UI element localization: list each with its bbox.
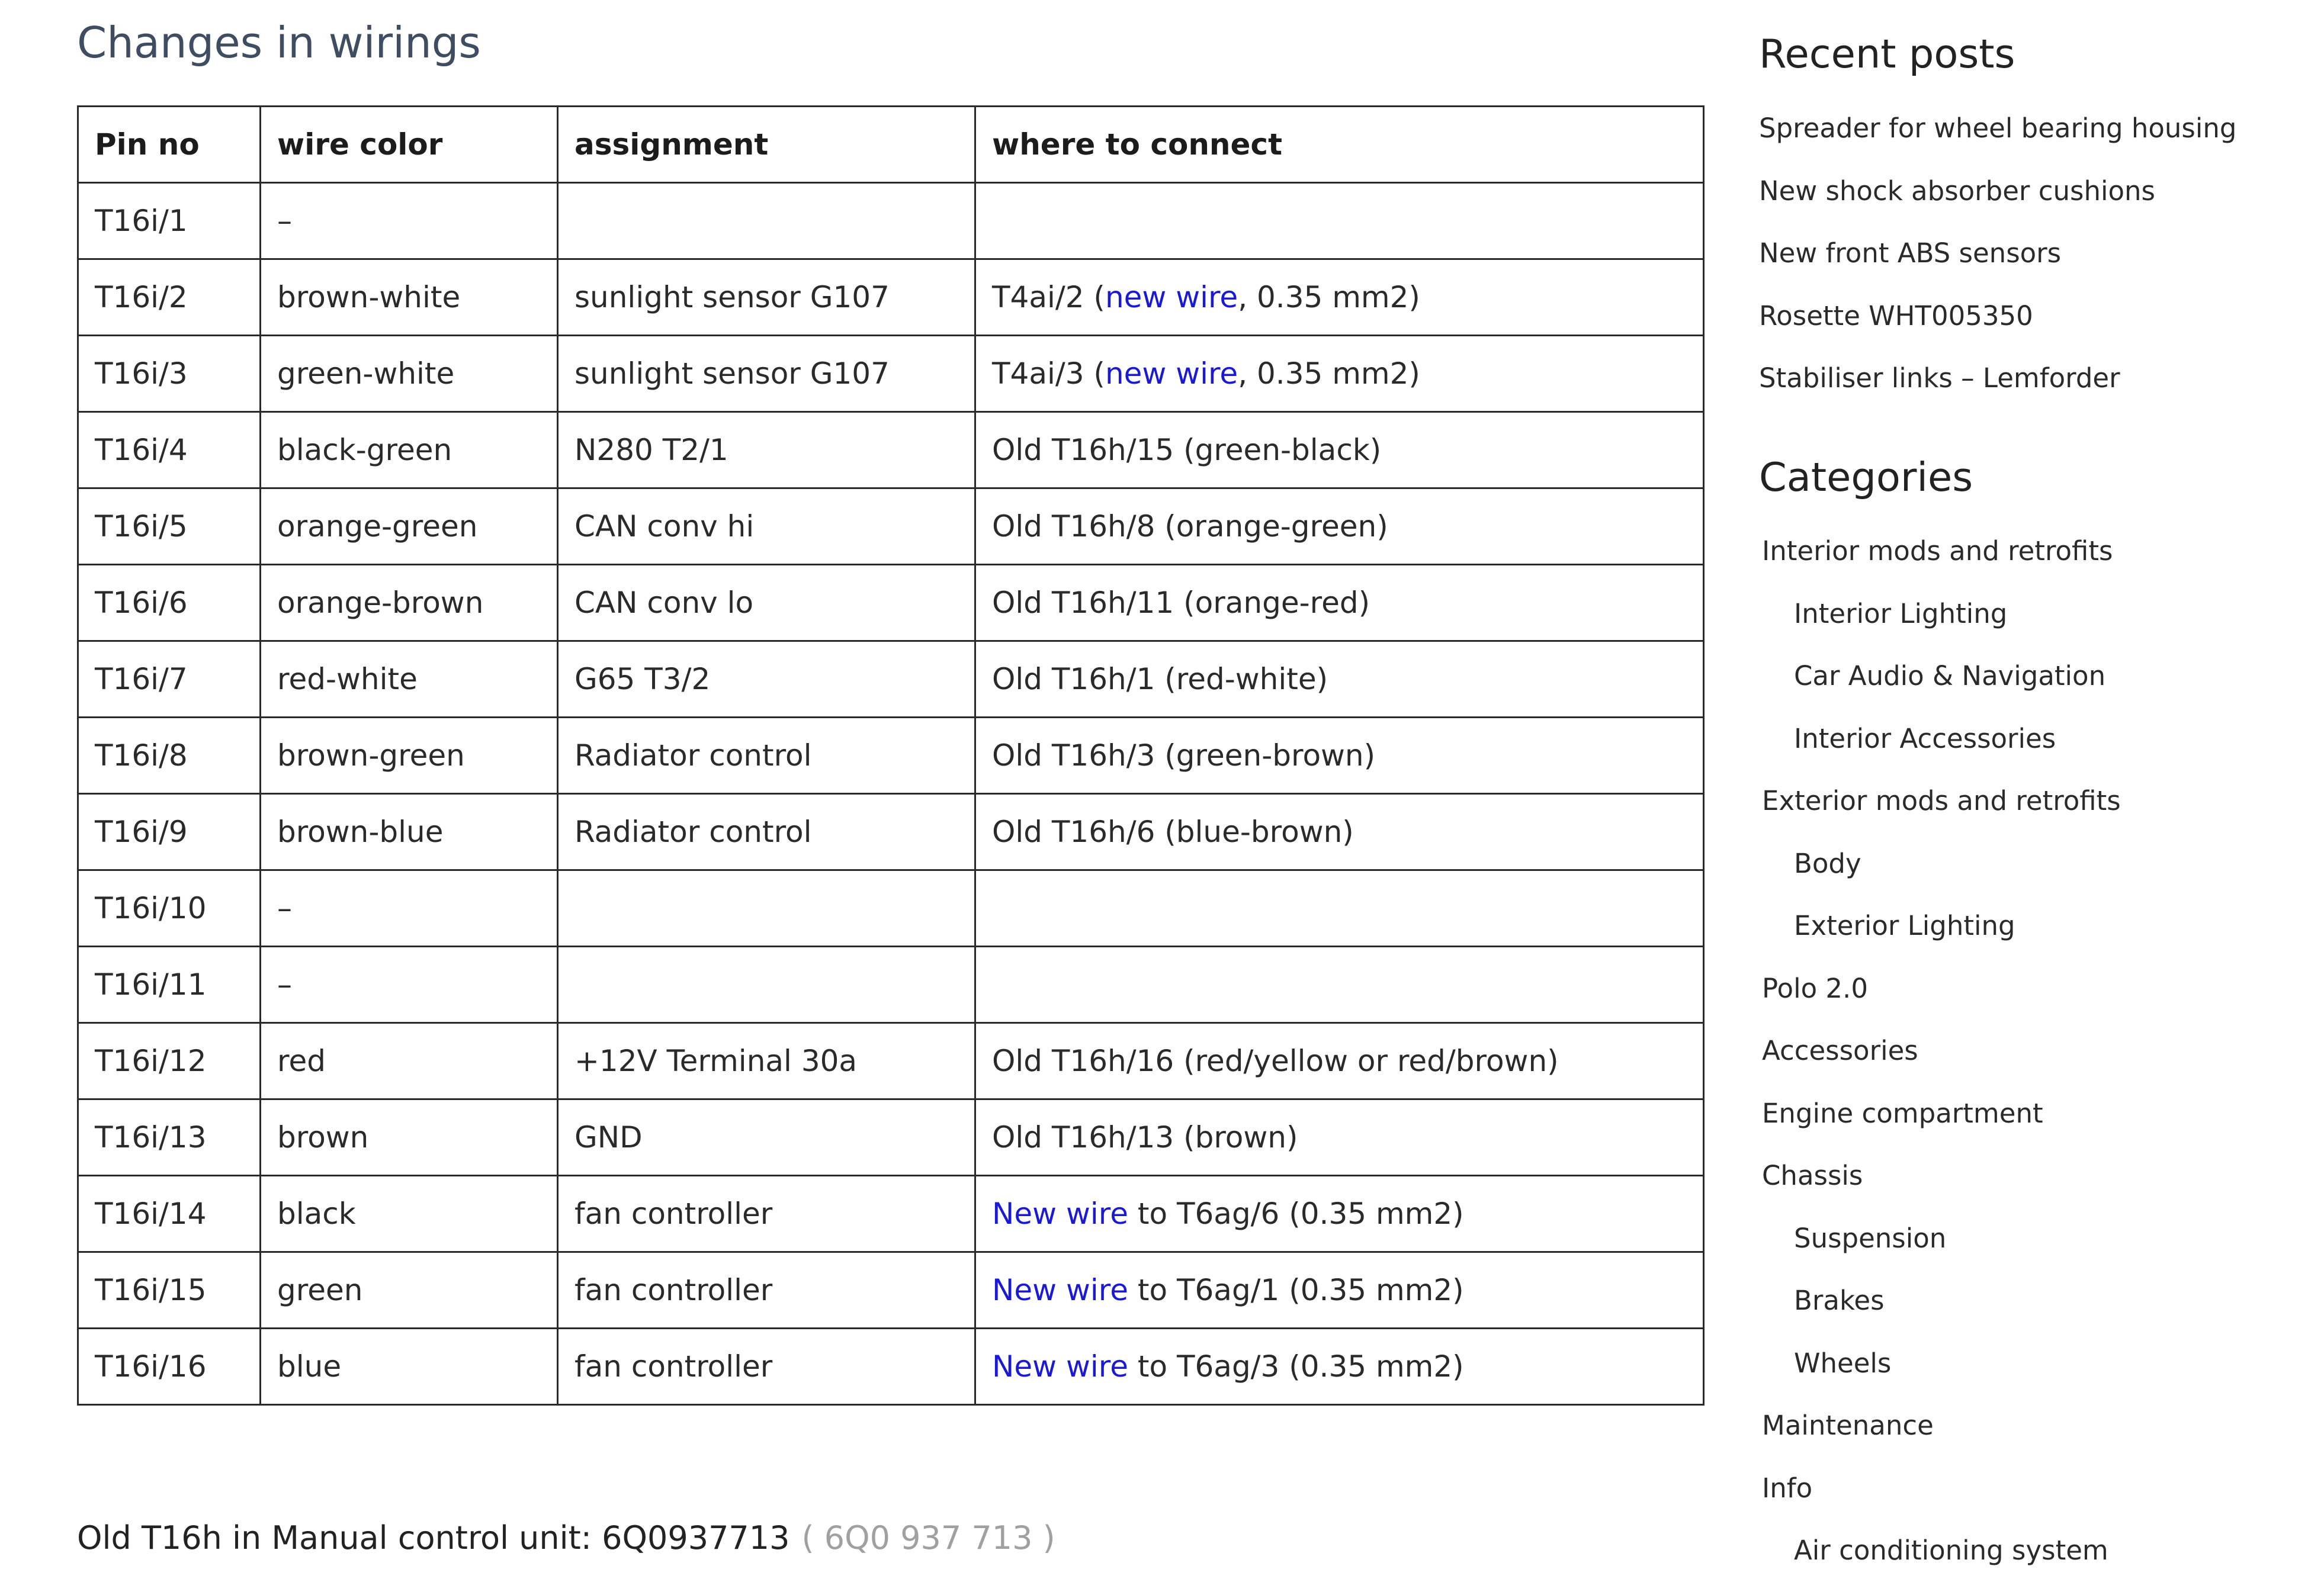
subcategory-link[interactable]: Interior Accessories (1794, 722, 2056, 754)
where-to-connect-cell (975, 1329, 1704, 1405)
column-header-pin: Pin no (78, 107, 261, 183)
pin-cell: T16i/6 (78, 565, 261, 641)
connect-suffix: to T6ag/1 (0.35 mm2) (1128, 1273, 1464, 1307)
where-to-connect-cell: Old T16h/3 (green-brown) (975, 718, 1704, 794)
where-to-connect-cell (975, 947, 1704, 1023)
wire-color-cell: green-white (261, 336, 558, 412)
assignment-cell (558, 947, 975, 1023)
category-link[interactable]: Maintenance (1762, 1410, 1934, 1441)
assignment-cell: Radiator control (558, 794, 975, 870)
table-row (78, 1329, 1704, 1405)
table-row (78, 259, 1704, 336)
assignment-cell: GND (558, 1099, 975, 1176)
categories-title: Categories (1759, 454, 1973, 500)
wire-color-cell: black (261, 1176, 558, 1252)
recent-posts-list (1759, 97, 2236, 410)
table-row (78, 870, 1704, 947)
wire-color-cell: blue (261, 1329, 558, 1405)
pin-cell: T16i/12 (78, 1023, 261, 1099)
pin-cell: T16i/11 (78, 947, 261, 1023)
table-row (78, 641, 1704, 718)
assignment-cell: +12V Terminal 30a (558, 1023, 975, 1099)
wire-color-cell: orange-brown (261, 565, 558, 641)
categories-list (1759, 520, 2121, 1582)
pin-cell: T16i/5 (78, 488, 261, 565)
new-wire-link[interactable]: New wire (992, 1197, 1128, 1231)
subcategory-link[interactable]: Air conditioning system (1794, 1535, 2108, 1566)
recent-post-link[interactable]: Spreader for wheel bearing housing (1759, 112, 2237, 144)
wire-color-cell: – (261, 870, 558, 947)
column-header-wire-color: wire color (261, 107, 558, 183)
category-link[interactable]: Exterior mods and retrofits (1762, 785, 2121, 816)
where-to-connect-cell (975, 259, 1704, 336)
assignment-cell: CAN conv lo (558, 565, 975, 641)
recent-post-link[interactable]: New front ABS sensors (1759, 237, 2062, 269)
wire-color-cell: – (261, 947, 558, 1023)
where-to-connect-cell (975, 183, 1704, 259)
wiring-table (77, 105, 1705, 1406)
category-link[interactable]: Chassis (1762, 1160, 1863, 1191)
where-to-connect-cell: Old T16h/15 (green-black) (975, 412, 1704, 488)
recent-posts-title: Recent posts (1759, 31, 2015, 77)
where-to-connect-cell: Old T16h/8 (orange-green) (975, 488, 1704, 565)
table-row (78, 183, 1704, 259)
pin-cell: T16i/14 (78, 1176, 261, 1252)
footer-note-text: Old T16h in Manual control unit: 6Q0937713 (77, 1519, 790, 1557)
pin-cell: T16i/10 (78, 870, 261, 947)
wire-color-cell: green (261, 1252, 558, 1329)
pin-cell: T16i/13 (78, 1099, 261, 1176)
assignment-cell (558, 870, 975, 947)
subcategory-link[interactable]: Suspension (1794, 1222, 1947, 1254)
subcategory-link[interactable]: Interior Lighting (1794, 597, 2008, 629)
pin-cell: T16i/3 (78, 336, 261, 412)
category-link[interactable]: Accessories (1762, 1035, 1918, 1066)
where-to-connect-cell (975, 336, 1704, 412)
assignment-cell: CAN conv hi (558, 488, 975, 565)
table-row (78, 412, 1704, 488)
assignment-cell (558, 183, 975, 259)
table-row (78, 565, 1704, 641)
footer-note (77, 1519, 1055, 1557)
table-row (78, 488, 1704, 565)
table-row (78, 794, 1704, 870)
table-row (78, 1023, 1704, 1099)
assignment-cell: G65 T3/2 (558, 641, 975, 718)
connect-suffix: , 0.35 mm2) (1238, 280, 1420, 314)
where-to-connect-cell: Old T16h/1 (red-white) (975, 641, 1704, 718)
subcategory-link[interactable]: Body (1794, 847, 1861, 879)
recent-post-link[interactable]: Stabiliser links – Lemforder (1759, 362, 2120, 394)
wire-color-cell: black-green (261, 412, 558, 488)
new-wire-link[interactable]: New wire (992, 1273, 1128, 1307)
pin-cell: T16i/2 (78, 259, 261, 336)
assignment-cell: N280 T2/1 (558, 412, 975, 488)
new-wire-link[interactable]: new wire (1105, 280, 1238, 314)
table-row (78, 1252, 1704, 1329)
wire-color-cell: red (261, 1023, 558, 1099)
connect-prefix: T4ai/3 ( (992, 356, 1105, 391)
where-to-connect-cell: Old T16h/13 (brown) (975, 1099, 1704, 1176)
pin-cell: T16i/1 (78, 183, 261, 259)
pin-cell: T16i/15 (78, 1252, 261, 1329)
wire-color-cell: brown (261, 1099, 558, 1176)
where-to-connect-cell: Old T16h/11 (orange-red) (975, 565, 1704, 641)
wire-color-cell: brown-green (261, 718, 558, 794)
category-link[interactable]: Interior mods and retrofits (1762, 535, 2113, 567)
recent-post-link[interactable]: Rosette WHT005350 (1759, 300, 2033, 332)
where-to-connect-cell: Old T16h/6 (blue-brown) (975, 794, 1704, 870)
table-header-row (78, 107, 1704, 183)
assignment-cell: sunlight sensor G107 (558, 259, 975, 336)
pin-cell: T16i/9 (78, 794, 261, 870)
wire-color-cell: brown-blue (261, 794, 558, 870)
wire-color-cell: – (261, 183, 558, 259)
table-row (78, 1176, 1704, 1252)
pin-cell: T16i/7 (78, 641, 261, 718)
subcategory-link[interactable]: Brakes (1794, 1285, 1885, 1316)
wire-color-cell: red-white (261, 641, 558, 718)
table-row (78, 336, 1704, 412)
where-to-connect-cell (975, 870, 1704, 947)
wire-color-cell: orange-green (261, 488, 558, 565)
where-to-connect-cell (975, 1176, 1704, 1252)
connect-suffix: to T6ag/3 (0.35 mm2) (1128, 1349, 1464, 1384)
pin-cell: T16i/8 (78, 718, 261, 794)
connect-suffix: , 0.35 mm2) (1238, 356, 1420, 391)
pin-cell: T16i/16 (78, 1329, 261, 1405)
table-row (78, 1099, 1704, 1176)
assignment-cell: sunlight sensor G107 (558, 336, 975, 412)
assignment-cell: fan controller (558, 1252, 975, 1329)
wire-color-cell: brown-white (261, 259, 558, 336)
pin-cell: T16i/4 (78, 412, 261, 488)
where-to-connect-cell: Old T16h/16 (red/yellow or red/brown) (975, 1023, 1704, 1099)
assignment-cell: Radiator control (558, 718, 975, 794)
category-link[interactable]: Polo 2.0 (1762, 972, 1868, 1004)
table-row (78, 947, 1704, 1023)
subcategory-link[interactable]: Car Audio & Navigation (1794, 660, 2106, 692)
where-to-connect-cell (975, 1252, 1704, 1329)
new-wire-link[interactable]: New wire (992, 1349, 1128, 1384)
new-wire-link[interactable]: new wire (1105, 356, 1238, 391)
recent-post-link[interactable]: New shock absorber cushions (1759, 175, 2155, 207)
connect-suffix: to T6ag/6 (0.35 mm2) (1128, 1197, 1464, 1231)
category-link[interactable]: Engine compartment (1762, 1097, 2043, 1129)
table-row (78, 718, 1704, 794)
connect-prefix: T4ai/2 ( (992, 280, 1105, 314)
page-title: Changes in wirings (77, 18, 481, 67)
subcategory-link[interactable]: Wheels (1794, 1347, 1892, 1379)
assignment-cell: fan controller (558, 1329, 975, 1405)
column-header-where-to-connect: where to connect (975, 107, 1704, 183)
subcategory-link[interactable]: Exterior Lighting (1794, 910, 2015, 941)
column-header-assignment: assignment (558, 107, 975, 183)
assignment-cell: fan controller (558, 1176, 975, 1252)
footer-note-part-number: ( 6Q0 937 713 ) (801, 1519, 1055, 1557)
category-link[interactable]: Info (1762, 1472, 1813, 1504)
